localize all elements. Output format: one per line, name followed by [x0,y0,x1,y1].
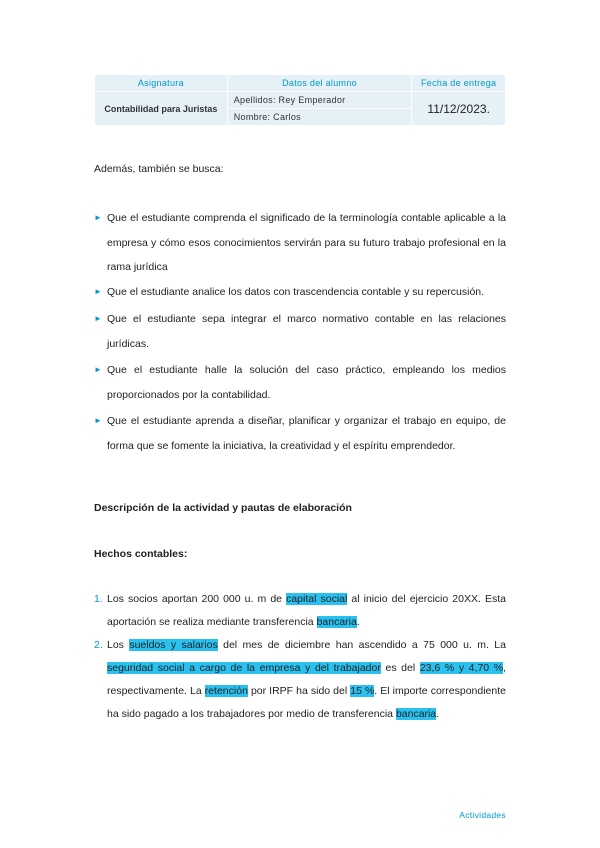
goal-text: Que el estudiante sepa integrar el marco normativo contable en las relaciones jurídicas. [107,313,506,350]
facts-list [94,588,506,726]
fact-text [107,593,506,628]
list-item [94,409,506,458]
fact-text-segment: Los socios aportan 200 000 u. m de [107,593,287,605]
header-col-subject: Asignatura [95,75,228,92]
highlighted-term: bancaria [316,616,357,628]
list-item [94,307,506,356]
fact-text-segment: al inicio del ejercicio 20XX. Esta aportación se realiza mediante transferencia [107,593,506,628]
list-item [94,280,506,305]
list-item [94,206,506,280]
fact-number: 2. [94,639,103,651]
fact-text-segment: por IRPF ha sido del [247,685,351,697]
triangle-bullet-icon: ► [94,314,102,323]
fact-text [107,639,506,720]
fact-text-segment: del mes de diciembre han ascendido a 75 000 u. m. La [217,639,506,651]
highlighted-term: bancaria [395,708,437,720]
triangle-bullet-icon: ► [94,213,102,222]
goal-text: Que el estudiante analice los datos con trascendencia contable y su repercusión. [107,285,485,298]
due-date: 11/12/2023. [412,92,506,126]
highlighted-term: sueldos y salarios [129,639,218,651]
triangle-bullet-icon: ► [94,365,102,374]
student-surnames: Apellidos: Rey Emperador [227,92,412,109]
subject-value: Contabilidad para Juristas [95,92,228,126]
header-col-student: Datos del alumno [227,75,412,92]
highlighted-term: retención [204,685,248,697]
intro-text: Además, también se busca: [94,163,224,175]
fact-text-segment: , respectivamente. La [107,662,506,697]
fact-item-1 [94,588,506,634]
facts-title: Hechos contables: [94,548,188,560]
header-table [94,74,506,126]
triangle-bullet-icon: ► [94,416,102,425]
goal-text: Que el estudiante aprenda a diseñar, planificar y organizar el trabajo en equipo, de forma que se fomente la iniciativa, la creatividad y el espíritu emprendedor. [107,415,506,452]
highlighted-term: capital social [286,593,348,605]
fact-text-segment: es del [380,662,420,674]
goal-text: Que el estudiante halle la solución del caso práctico, empleando los medios proporcionados por la contabilidad. [107,364,506,401]
highlighted-term: 15 % [350,685,375,697]
highlighted-term: 23,6 % y 4,70 % [419,662,504,674]
goals-list [94,206,506,458]
fact-text-segment: . El importe correspondiente ha sido pagado a los trabajadores por medio de transferencia [107,685,506,720]
fact-number: 1. [94,593,103,605]
section-title: Descripción de la actividad y pautas de elaboración [94,502,352,514]
highlighted-term: seguridad social a cargo de la empresa y del trabajador [107,662,381,674]
header-col-date: Fecha de entrega [412,75,506,92]
goal-text: Que el estudiante comprenda el significado de la terminología contable aplicable a la empresa y cómo esos conocimientos servirán para su futuro trabajo profesional en la rama jurídica [107,212,506,273]
list-item [94,358,506,407]
fact-text-segment: Los [107,639,130,651]
footer-label: Actividades [459,810,506,820]
fact-text-segment: . [356,616,360,628]
triangle-bullet-icon: ► [94,286,102,296]
fact-item-2 [94,634,506,726]
student-name: Nombre: Carlos [227,109,412,126]
fact-text-segment: . [436,708,440,720]
